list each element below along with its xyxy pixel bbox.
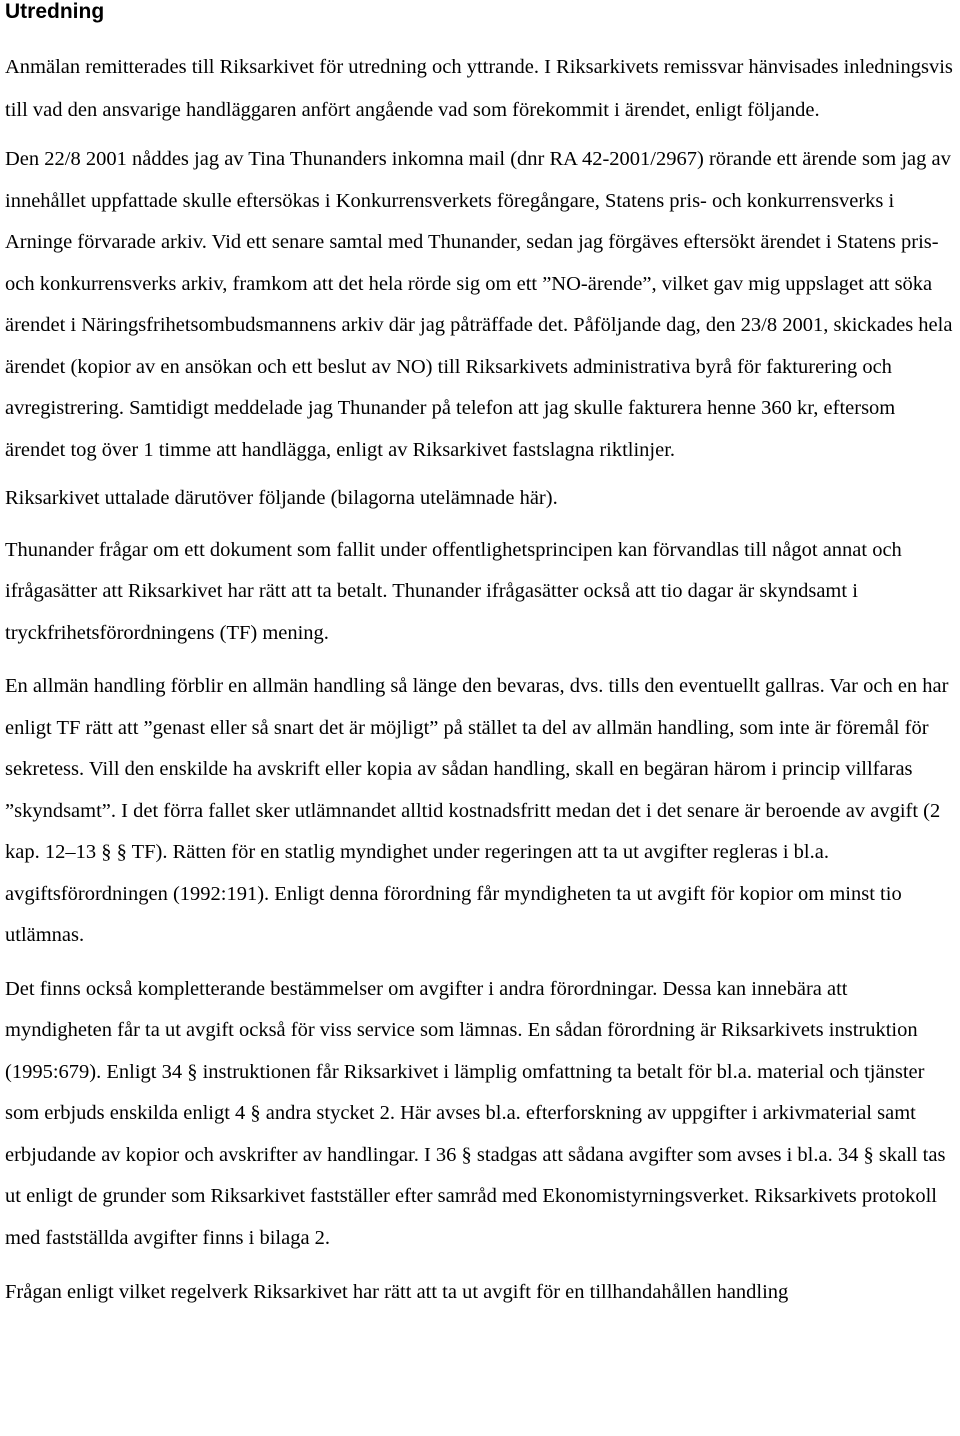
- paragraph-handlaggare-statement: Den 22/8 2001 nåddes jag av Tina Thunanders inkomna mail (dnr RA 42-2001/2967) rörande ett ärende som jag av innehållet uppfattade skulle eftersökas i Konkurrensverkets föregångare, Statens pris- och konkurrensverks i Arninge förvarade arkiv. Vid ett senare samtal med Thunander, sedan jag förgäves eftersökt ärendet i Statens pris- och konkurrensverks arkiv, framkom att det hela rörde sig om ett ”NO-ärende”, vilket gav mig uppslaget att söka ärendet i Näringsfrihetsombudsmannens arkiv där jag påträffade det. Påföljande dag, den 23/8 2001, skickades hela ärendet (kopior av en ansökan och ett beslut av NO) till Riksarkivets administrativa byrå för fakturering och avregistrering. Samtidigt meddelade jag Thunander på telefon att jag skulle fakturera henne 360 kr, eftersom ärendet tog över 1 timme att handlägga, enligt av Riksarkivet fastslagna riktlinjer.: [5, 148, 953, 461]
- paragraph-remiss: Anmälan remitterades till Riksarkivet för utredning och yttrande. I Riksarkivets remissvar hänvisades inledningsvis till vad den ansvarige handläggaren anfört angående vad som förekommit i ärendet, enligt följande.: [5, 56, 953, 121]
- paragraph-riksarkivet-intro: Riksarkivet uttalade därutöver följande (bilagorna utelämnade här).: [5, 487, 558, 509]
- paragraph-allman-handling: En allmän handling förblir en allmän handling så länge den bevaras, dvs. tills den eventuellt gallras. Var och en har enligt TF rätt att ”genast eller så snart det är möjligt” på stället ta del av allmän handling, som inte är föremål för sekretess. Vill den enskilde ha avskrift eller kopia av sådan handling, skall en begäran härom i princip villfaras ”skyndsamt”. I det förra fallet sker utlämnandet alltid kostnadsfritt medan det i det senare är beroende av avgift (2 kap. 12–13 § § TF). Rätten för en statlig myndighet under regeringen att ta ut avgifter regleras i bl.a. avgiftsförordningen (1992:191). Enligt denna förordning får myndigheten ta ut avgift för kopior om minst tio utlämnas.: [5, 675, 949, 946]
- document-page: [5, 0, 955, 1314]
- section-heading: Utredning: [5, 0, 105, 23]
- paragraph-regelverk: Frågan enligt vilket regelverk Riksarkivet har rätt att ta ut avgift för en tillhandahållen handling: [5, 1281, 789, 1303]
- paragraph-thunander-question: Thunander frågar om ett dokument som fallit under offentlighetsprincipen kan förvandlas till något annat och ifrågasätter att Riksarkivet har rätt att ta betalt. Thunander ifrågasätter också att tio dagar är skyndsamt i tryckfrihetsförordningens (TF) mening.: [5, 538, 902, 644]
- paragraph-avgifter: Det finns också kompletterande bestämmelser om avgifter i andra förordningar. Dessa kan innebära att myndigheten får ta ut avgift också för viss service som lämnas. En sådan förordning är Riksarkivets instruktion (1995:679). Enligt 34 § instruktionen får Riksarkivet i lämplig omfattning ta betalt för bl.a. material och tjänster som erbjuds enskilda enligt 4 § andra stycket 2. Här avses bl.a. efterforskning av uppgifter i arkivmaterial samt erbjudande av kopior och avskrifter av handlingar. I 36 § stadgas att sådana avgifter som avses i bl.a. 34 § skall tas ut enligt de grunder som Riksarkivet fastställer efter samråd med Ekonomistyrningsverket. Riksarkivets protokoll med fastställda avgifter finns i bilaga 2.: [5, 977, 946, 1249]
